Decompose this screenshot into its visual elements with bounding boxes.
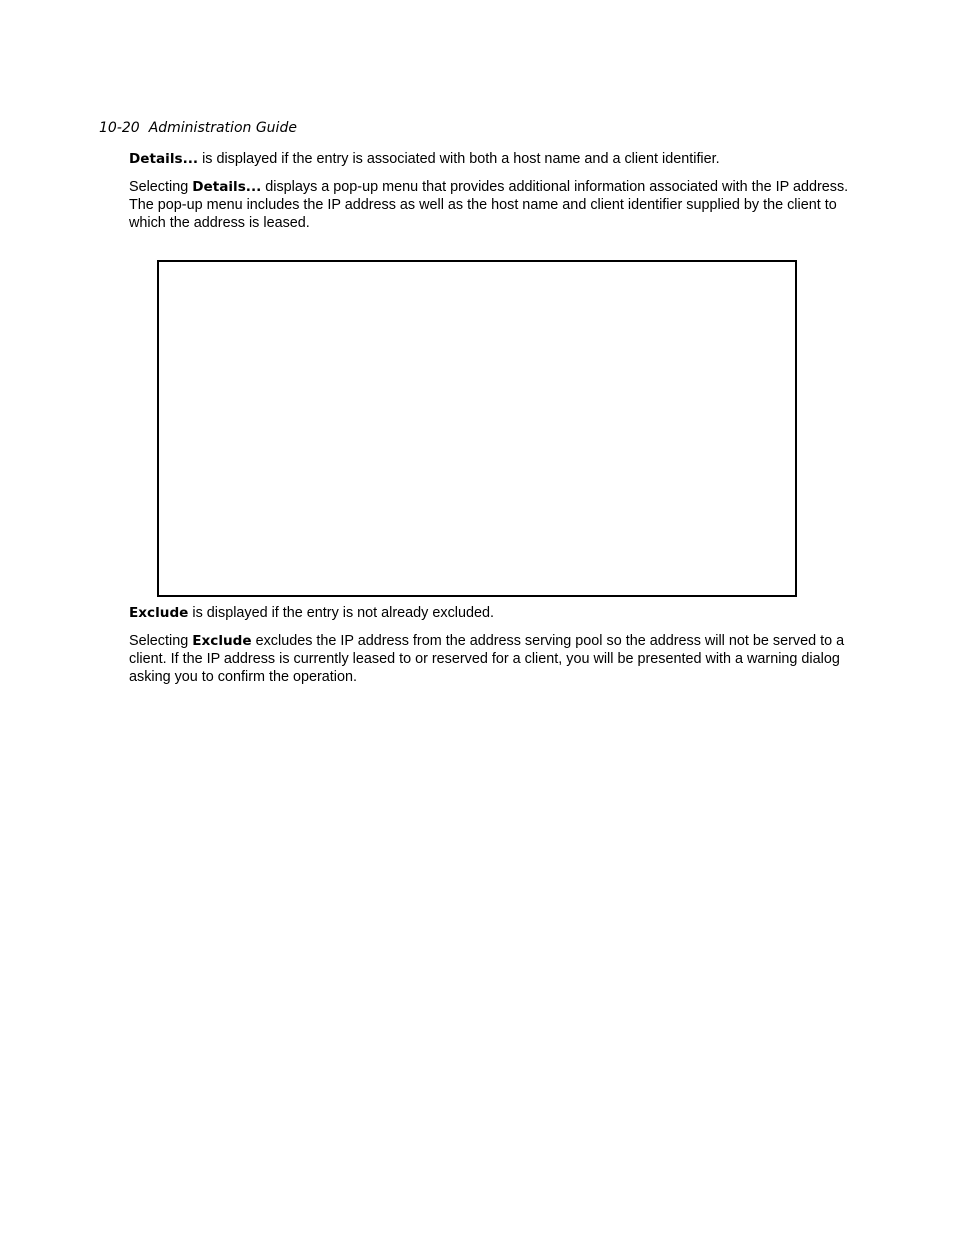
- details-selecting-paragraph: [129, 178, 857, 232]
- details-intro-paragraph: [129, 150, 857, 168]
- details-selecting-text: displays a pop-up menu that provides additional information associated with the IP address. The pop-up menu includes the IP address as well as the host name and client identifier supplied by the client to which the address is leased.: [129, 179, 849, 231]
- exclude-selecting-text: excludes the IP address from the address serving pool so the address will not be served to a client. If the IP address is currently leased to or reserved for a client, you will be presented with a warning dialog asking you to confirm the operation.: [129, 633, 845, 685]
- exclude-selecting-term: Exclude: [192, 633, 252, 649]
- exclude-selecting-paragraph: [129, 632, 857, 686]
- details-term: Details...: [129, 151, 199, 167]
- exclude-intro-text: is displayed if the entry is not already excluded.: [188, 605, 494, 621]
- figure-placeholder-frame: [157, 260, 797, 597]
- page-number: 10-20: [99, 120, 140, 136]
- running-header: [99, 119, 297, 137]
- details-intro-text: is displayed if the entry is associated with both a host name and a client identifier.: [198, 151, 720, 167]
- details-selecting-term: Details...: [192, 179, 262, 195]
- exclude-selecting-lead: Selecting: [129, 633, 193, 649]
- details-selecting-lead: Selecting: [129, 179, 193, 195]
- exclude-term: Exclude: [129, 605, 189, 621]
- exclude-intro-paragraph: [129, 604, 857, 622]
- book-title: Administration Guide: [148, 120, 297, 136]
